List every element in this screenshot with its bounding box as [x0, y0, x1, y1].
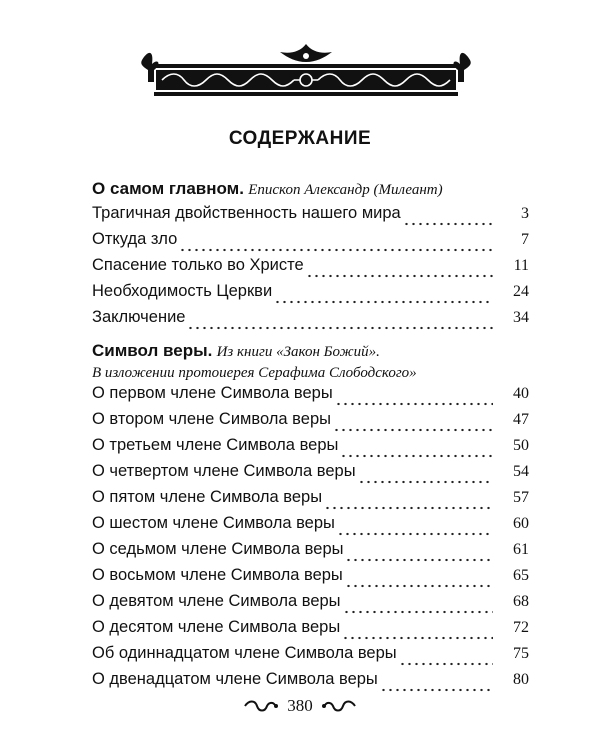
toc-entry-label: О третьем члене Символа веры	[92, 436, 339, 454]
toc-entry-page: 80	[513, 671, 529, 688]
toc-entry[interactable]	[92, 256, 529, 282]
section-heading-1	[92, 178, 532, 201]
toc-entry-page: 54	[513, 463, 529, 480]
toc-entry-label: О четвертом члене Символа веры	[92, 462, 356, 480]
toc-entry[interactable]	[92, 644, 529, 670]
dot-leader	[337, 522, 493, 536]
toc-entry[interactable]	[92, 540, 529, 566]
toc-entry-label: О десятом члене Символа веры	[92, 618, 341, 636]
toc-entry-page: 75	[513, 645, 529, 662]
section-author: Епископ Александр (Милеант)	[248, 182, 443, 198]
toc-entry[interactable]	[92, 308, 529, 334]
dot-leader	[179, 238, 493, 252]
swirl-icon	[321, 699, 357, 713]
toc-entry[interactable]	[92, 384, 529, 410]
toc-entry-label: О седьмом члене Символа веры	[92, 540, 344, 558]
dot-leader	[333, 418, 493, 432]
toc-entry-label: О восьмом члене Символа веры	[92, 566, 343, 584]
toc-entry-page: 47	[513, 411, 529, 428]
swirl-icon	[243, 699, 279, 713]
toc-entry[interactable]	[92, 618, 529, 644]
dot-leader	[343, 600, 493, 614]
dot-leader	[345, 548, 493, 562]
dot-leader	[358, 470, 493, 484]
page-number: 380	[287, 696, 313, 715]
dot-leader	[340, 444, 493, 458]
section-heading-2	[92, 340, 532, 384]
dot-leader	[342, 626, 493, 640]
dot-leader	[324, 496, 493, 510]
toc-entry-page: 57	[513, 489, 529, 506]
ornamental-frieze-icon	[140, 42, 472, 98]
dot-leader	[306, 264, 493, 278]
dot-leader	[187, 316, 493, 330]
toc-entry[interactable]	[92, 488, 529, 514]
toc-entry-page: 72	[513, 619, 529, 636]
toc-entry-page: 68	[513, 593, 529, 610]
section-title: О самом главном.	[92, 179, 244, 198]
page-title: СОДЕРЖАНИЕ	[228, 128, 372, 149]
toc-entry-label: Необходимость Церкви	[92, 282, 273, 300]
toc-entry-label: О втором члене Символа веры	[92, 410, 331, 428]
toc-entry[interactable]	[92, 514, 529, 540]
toc-entry-page: 7	[521, 231, 529, 248]
toc-entry-label: О девятом члене Символа веры	[92, 592, 341, 610]
toc-entry-label: О пятом члене Символа веры	[92, 488, 323, 506]
toc-entry-label: Трагичная двойственность нашего мира	[92, 204, 401, 222]
toc-entry-label: Откуда зло	[92, 230, 178, 248]
toc-entry-label: Спасение только во Христе	[92, 256, 304, 274]
toc-entry[interactable]	[92, 566, 529, 592]
toc-entry-page: 3	[521, 205, 529, 222]
toc-entry-page: 34	[513, 309, 529, 326]
dot-leader	[380, 678, 493, 692]
toc-entry[interactable]	[92, 410, 529, 436]
toc-entry[interactable]	[92, 230, 529, 256]
toc-entry-label: О шестом члене Символа веры	[92, 514, 335, 532]
page-footer	[0, 696, 600, 716]
toc-entry[interactable]	[92, 462, 529, 488]
toc-entry-page: 65	[513, 567, 529, 584]
dot-leader	[399, 652, 493, 666]
toc-entry-label: Заключение	[92, 308, 186, 326]
toc-entry[interactable]	[92, 670, 529, 696]
toc-entry[interactable]	[92, 592, 529, 618]
section-source: Из книги «Закон Божий».	[216, 344, 380, 360]
toc-entry-label: Об одиннадцатом члене Символа веры	[92, 644, 397, 662]
dot-leader	[403, 212, 493, 226]
toc-entry-page: 40	[513, 385, 529, 402]
toc-entry-page: 24	[513, 283, 529, 300]
dot-leader	[335, 392, 493, 406]
dot-leader	[345, 574, 493, 588]
toc-entry-page: 11	[513, 257, 529, 274]
toc-entry-page: 60	[513, 515, 529, 532]
toc-entry-label: О первом члене Символа веры	[92, 384, 333, 402]
toc-entry[interactable]	[92, 282, 529, 308]
section-subtitle: В изложении протоиерея Серафима Слободского»	[92, 365, 417, 381]
section-title: Символ веры.	[92, 341, 213, 360]
toc-entry-page: 61	[513, 541, 529, 558]
toc-entry[interactable]	[92, 436, 529, 462]
toc-entry[interactable]	[92, 204, 529, 230]
toc-entry-label: О двенадцатом члене Символа веры	[92, 670, 378, 688]
dot-leader	[274, 290, 493, 304]
toc-entry-page: 50	[513, 437, 529, 454]
